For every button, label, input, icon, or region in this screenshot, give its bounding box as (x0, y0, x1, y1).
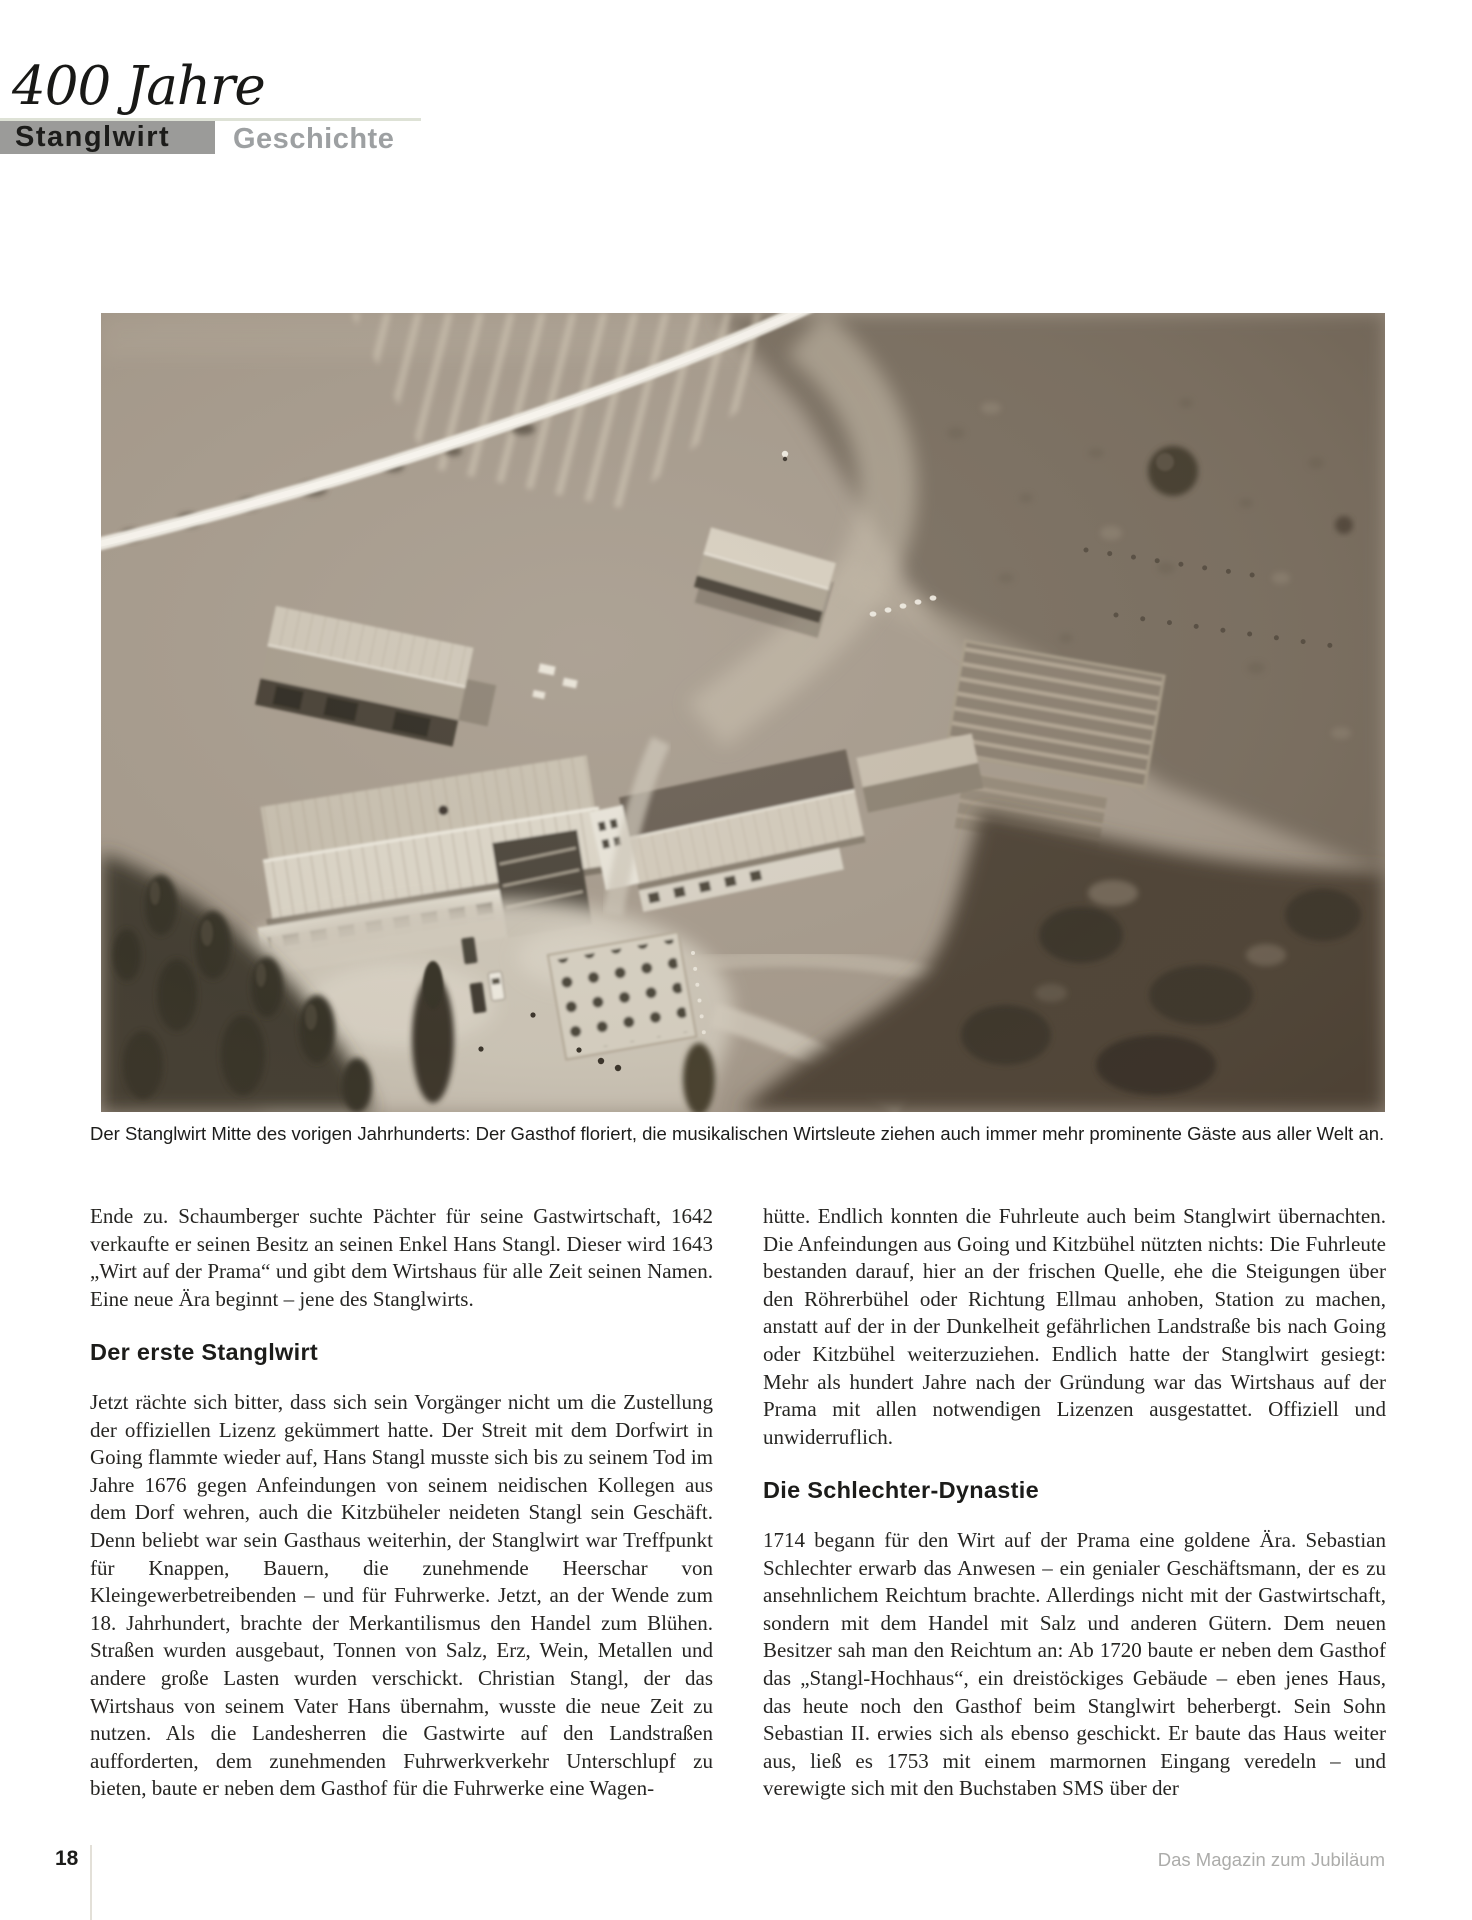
magazine-title: Das Magazin zum Jubiläum (1157, 1849, 1385, 1870)
aerial-photo-illustration (101, 313, 1385, 1112)
page-number: 18 (55, 1847, 79, 1870)
article-column-left (90, 1203, 713, 1803)
aerial-photo (101, 313, 1385, 1112)
paragraph: Ende zu. Schaumberger suchte Pächter für seine Gastwirtschaft, 1642 verkaufte er seinen Besitz an seinen Enkel Hans Stangl. Dieser wird 1643 „Wirt auf der Prama“ und gibt dem Wirtshaus für alle Zeit seinen Namen. Eine neue Ära beginnt – jene des Stanglwirts. (90, 1204, 713, 1311)
article-column-right (763, 1203, 1386, 1803)
photo-caption: Der Stanglwirt Mitte des vorigen Jahrhunderts: Der Gasthof floriert, die musikalischen Wirtsleute ziehen auch immer mehr prominente Gäste aus aller Welt an. (90, 1123, 1385, 1144)
paragraph: 1714 begann für den Wirt auf der Prama eine goldene Ära. Sebastian Schlechter erwarb das Anwesen – ein genialer Geschäftsmann, der es zu ansehnlichem Reichtum brachte. Allerdings nicht mit der Gastwirtschaft, sondern mit dem Handel mit Salz und anderen Gütern. Dem neuen Besitzer sah man den Reichtum an: Ab 1720 baute er neben dem Gasthof das „Stangl-Hochhaus“, ein dreistöckiges Gebäude – eben jenes Haus, das heute noch den Gasthof beim Stanglwirt beherbergt. Sein Sohn Sebastian II. erwies sich als ebenso geschickt. Er baute das Haus weiter aus, ließ es 1753 mit einem marmornen Eingang veredeln – und verewigte sich mit den Buchstaben SMS über der (763, 1527, 1386, 1801)
anniversary-script-title: 400 Jahre (12, 56, 265, 117)
footer-rule (90, 1845, 92, 1920)
paragraph: hütte. Endlich konnten die Fuhrleute auch beim Stanglwirt übernachten. Die Anfeindungen aus Going und Kitzbühel nützten nichts: Die Fuhrleute bestanden darauf, hier an der frischen Quelle, ehe die Steigungen über den Röhrerbühel oder Richtung Ellmau anhoben, Station zu machen, anstatt auf der in der Dunkelheit gefährlichen Landstraße bis nach Going oder Kitzbühel weiterzuziehen. Endlich hatte der Stanglwirt gesiegt: Mehr als hundert Jahre nach der Gründung war das Wirtshaus auf der Prama mit allen notwendigen Lizenzen ausgestattet. Offiziell und unwiderruflich. (763, 1204, 1386, 1449)
paragraph: Jetzt rächte sich bitter, dass sich sein Vorgänger nicht um die Zustellung der offiziellen Lizenz gekümmert hatte. Der Streit mit dem Dorfwirt in Going flammte wieder auf, Hans Stangl musste sich bis zu seinem Tod im Jahre 1676 gegen Anfeindungen von seinem neidischen Kollegen aus dem Dorf wehren, auch die Kitzbüheler neideten Stangl sein Geschäft. Denn beliebt war sein Gasthaus weiterhin, der Stanglwirt war Treffpunkt für Knappen, Bauern, die zunehmende Heerschar von Kleingewerbetreibenden – und für Fuhrwerke. Jetzt, an der Wende zum 18. Jahrhundert, brachte der Merkantilismus den Handel zum Blühen. Straßen wurden ausgebaut, Tonnen von Salz, Erz, Wein, Metallen und andere große Lasten wurden verschickt. Christian Stangl, der das Wirtshaus von seinem Vater Hans übernahm, wusste die neue Zeit zu nutzen. Als die Landesherren die Gastwirte auf den Landstraßen aufforderten, dem zunehmenden Fuhrwerkverkehr Unterschlupf zu bieten, baute er neben dem Gasthof für die Fuhrwerke eine Wagen- (90, 1389, 713, 1801)
brand-box (0, 121, 215, 154)
section-label: Geschichte (233, 123, 395, 155)
section-heading: Die Schlechter-Dynastie (763, 1477, 1039, 1504)
section-heading: Der erste Stanglwirt (90, 1339, 319, 1366)
brand-label: Stanglwirt (15, 121, 171, 153)
